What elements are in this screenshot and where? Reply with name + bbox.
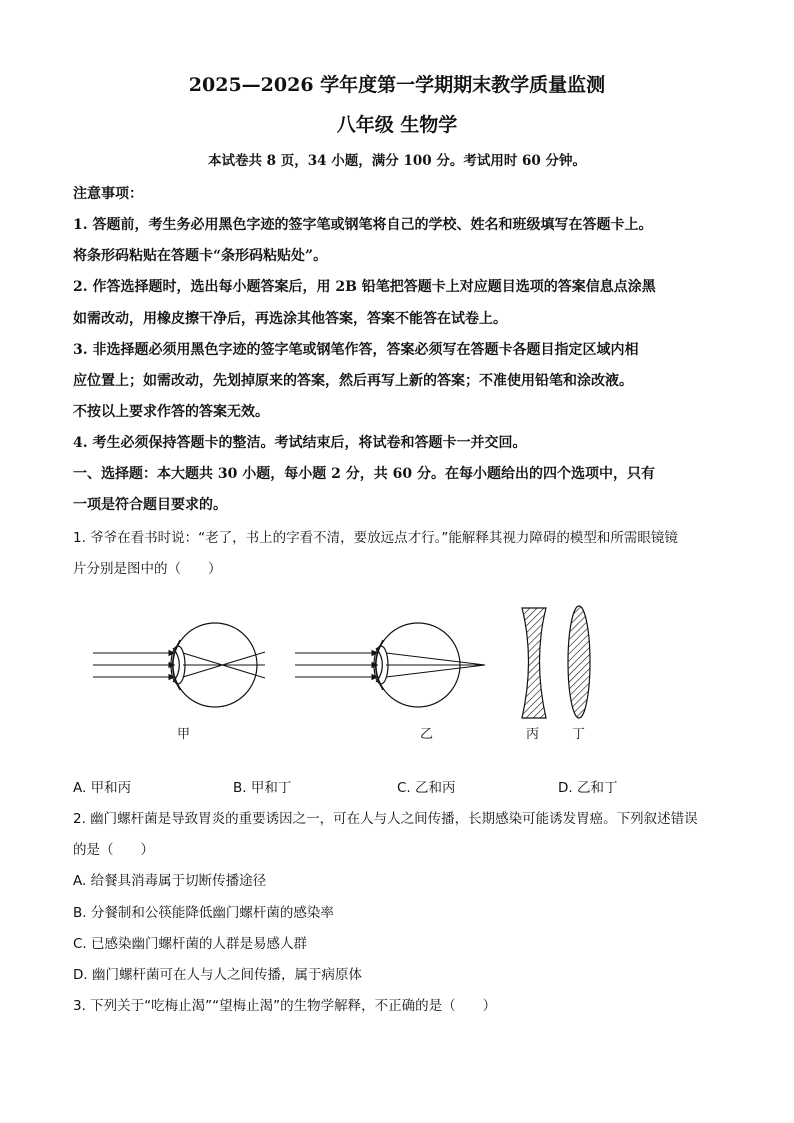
notice-line: 4. 考生必须保持答题卡的整洁。考试结束后，将试卷和答题卡一并交回。 <box>73 435 527 451</box>
question-1-figure <box>85 600 625 750</box>
section-heading: 一项是符合题目要求的。 <box>73 497 227 513</box>
figure-label-ding: 丁 <box>572 727 586 742</box>
question-1-option-b[interactable]: B. 甲和丁 <box>233 780 292 796</box>
question-1-option-a[interactable]: A. 甲和丙 <box>73 780 132 796</box>
notice-line: 2. 作答选择题时，选出每小题答案后，用 2B 铅笔把答题卡上对应题目选项的答案信息点涂黑 <box>73 279 656 295</box>
eye-diagram-jia <box>93 623 265 742</box>
question-2-option-c[interactable]: C. 已感染幽门螺杆菌的人群是易感人群 <box>73 936 308 952</box>
convex-lens-ding <box>568 606 590 742</box>
exam-info: 本试卷共 8 页，34 小题，满分 100 分。考试用时 60 分钟。 <box>207 153 587 169</box>
question-3-stem: 3. 下列关于“吃梅止渴”“望梅止渴”的生物学解释，不正确的是（ ） <box>73 998 497 1014</box>
notice-heading: 注意事项： <box>73 186 143 202</box>
notice-line: 不按以上要求作答的答案无效。 <box>73 404 269 420</box>
notice-line: 1. 答题前，考生务必用黑色字迹的签字笔或钢笔将自己的学校、姓名和班级填写在答题卡上。 <box>73 217 653 233</box>
question-1-option-c[interactable]: C. 乙和丙 <box>397 780 456 796</box>
eye-diagram-yi <box>295 623 485 742</box>
question-2-option-d[interactable]: D. 幽门螺杆菌可在人与人之间传播，属于病原体 <box>73 967 362 983</box>
figure-label-yi: 乙 <box>420 727 434 742</box>
notice-line: 如需改动，用橡皮擦干净后，再选涂其他答案，答案不能答在试卷上。 <box>73 311 507 327</box>
question-2-stem: 的是（ ） <box>73 842 154 858</box>
question-2-stem: 2. 幽门螺杆菌是导致胃炎的重要诱因之一，可在人与人之间传播，长期感染可能诱发胃癌。下列叙述错误 <box>73 811 698 827</box>
figure-label-jia: 甲 <box>177 727 191 742</box>
notice-line: 3. 非选择题必须用黑色字迹的签字笔或钢笔作答，答案必须写在答题卡各题目指定区域内相 <box>73 342 639 358</box>
figure-label-bing: 丙 <box>526 727 540 742</box>
concave-lens-bing <box>522 608 546 742</box>
notice-line: 应位置上；如需改动，先划掉原来的答案，然后再写上新的答案；不准使用铅笔和涂改液。 <box>73 373 633 389</box>
question-1-option-d[interactable]: D. 乙和丁 <box>558 780 618 796</box>
section-heading: 一、选择题：本大题共 30 小题，每小题 2 分，共 60 分。在每小题给出的四个选项中，只有 <box>73 466 655 482</box>
question-2-option-a[interactable]: A. 给餐具消毒属于切断传播途径 <box>73 873 267 889</box>
exam-subtitle: 八年级 生物学 <box>336 114 458 136</box>
question-1-stem: 1. 爷爷在看书时说：“老了，书上的字看不清，要放远点才行。”能解释其视力障碍的模型和所需眼镜镜 <box>73 530 678 546</box>
question-2-option-b[interactable]: B. 分餐制和公筷能降低幽门螺杆菌的感染率 <box>73 905 334 921</box>
exam-title: 2025—2026 学年度第一学期期末教学质量监测 <box>188 74 606 96</box>
notice-line: 将条形码粘贴在答题卡“条形码粘贴处”。 <box>73 248 328 264</box>
question-1-stem: 片分别是图中的（ ） <box>73 561 222 577</box>
